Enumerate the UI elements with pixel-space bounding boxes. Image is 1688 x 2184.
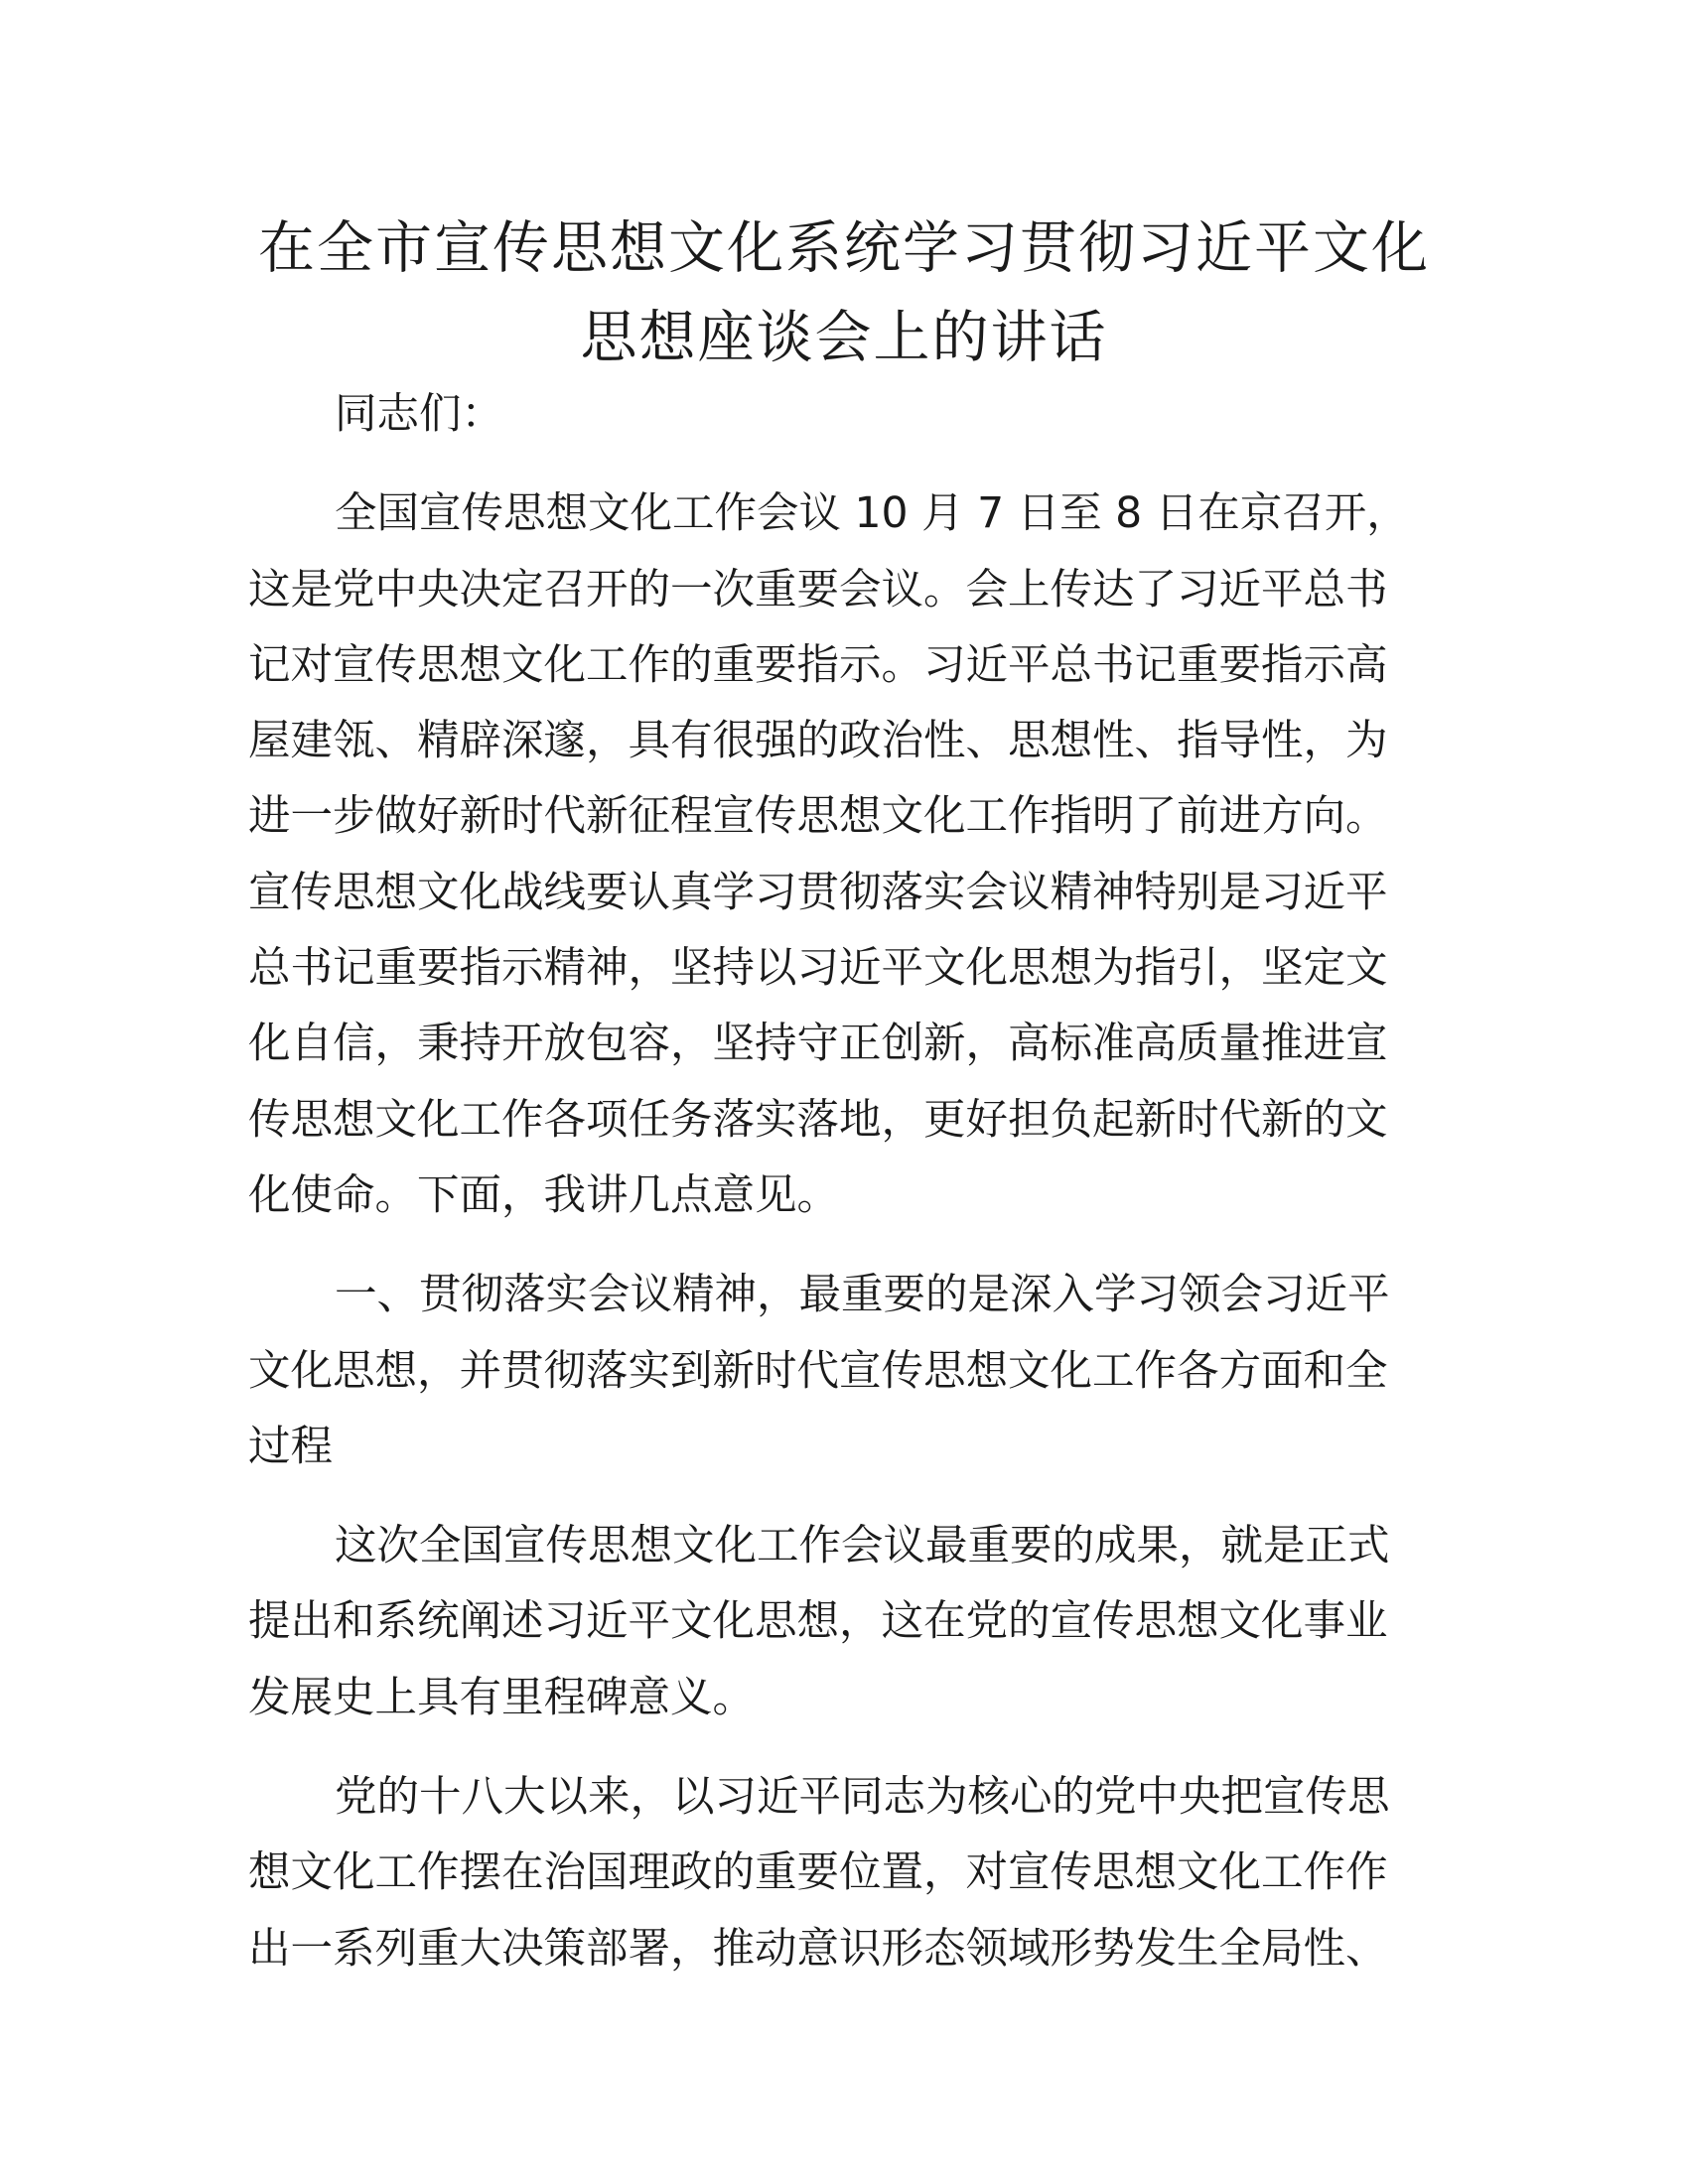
salutation	[248, 377, 1435, 453]
paragraph-line: 过程	[248, 1422, 334, 1471]
title-line-2: 思想座谈会上的讲话	[580, 305, 1108, 370]
paragraph-spacer	[248, 1485, 1435, 1509]
paragraph-line: 化使命。下面，我讲几点意见。	[248, 1170, 840, 1220]
paragraph-line: 一、贯彻落实会议精神，最重要的是深入学习领会习近平	[335, 1271, 1390, 1320]
paragraph-history	[248, 1760, 1435, 1987]
document-body	[248, 377, 1435, 1987]
paragraph-line: 想文化工作摆在治国理政的重要位置，对宣传思想文化工作作	[248, 1848, 1388, 1898]
paragraph-line: 化自信，秉持开放包容，坚持守正创新，高标准高质量推进宣	[248, 1020, 1388, 1069]
paragraph-line: 党的十八大以来，以习近平同志为核心的党中央把宣传思	[335, 1773, 1390, 1823]
paragraph-line: 总书记重要指示精神，坚持以习近平文化思想为指引，坚定文	[248, 944, 1388, 994]
paragraph-line: 全国宣传思想文化工作会议 10 月 7 日至 8 日在京召开，	[335, 489, 1409, 539]
paragraph-line: 发展史上具有里程碑意义。	[248, 1673, 756, 1722]
paragraph-line: 记对宣传思想文化工作的重要指示。习近平总书记重要指示高	[248, 640, 1388, 690]
paragraph-line: 文化思想，并贯彻落实到新时代宣传思想文化工作各方面和全	[248, 1346, 1388, 1396]
paragraph-line: 出一系列重大决策部署，推动意识形态领域形势发生全局性、	[248, 1924, 1388, 1974]
paragraph-achievement	[248, 1509, 1435, 1736]
paragraph-spacer	[248, 1736, 1435, 1760]
paragraph-line: 这是党中央决定召开的一次重要会议。会上传达了习近平总书	[248, 565, 1388, 614]
paragraph-intro	[248, 477, 1435, 1234]
paragraph-line: 进一步做好新时代新征程宣传思想文化工作指明了前进方向。	[248, 792, 1388, 842]
paragraph-line: 提出和系统阐述习近平文化思想，这在党的宣传思想文化事业	[248, 1597, 1388, 1647]
paragraph-line: 传思想文化工作各项任务落实落地，更好担负起新时代新的文	[248, 1095, 1388, 1145]
title-line-1: 在全市宣传思想文化系统学习贯彻习近平文化	[258, 215, 1430, 281]
paragraph-line: 屋建瓴、精辟深邃，具有很强的政治性、思想性、指导性，为	[248, 717, 1388, 766]
document-title	[199, 204, 1489, 382]
paragraph-line: 这次全国宣传思想文化工作会议最重要的成果，就是正式	[335, 1522, 1390, 1571]
paragraph-line: 同志们：	[335, 390, 504, 439]
paragraph-line: 宣传思想文化战线要认真学习贯彻落实会议精神特别是习近平	[248, 868, 1388, 917]
paragraph-spacer	[248, 1234, 1435, 1258]
section-heading-1	[248, 1258, 1435, 1485]
paragraph-spacer	[248, 453, 1435, 477]
